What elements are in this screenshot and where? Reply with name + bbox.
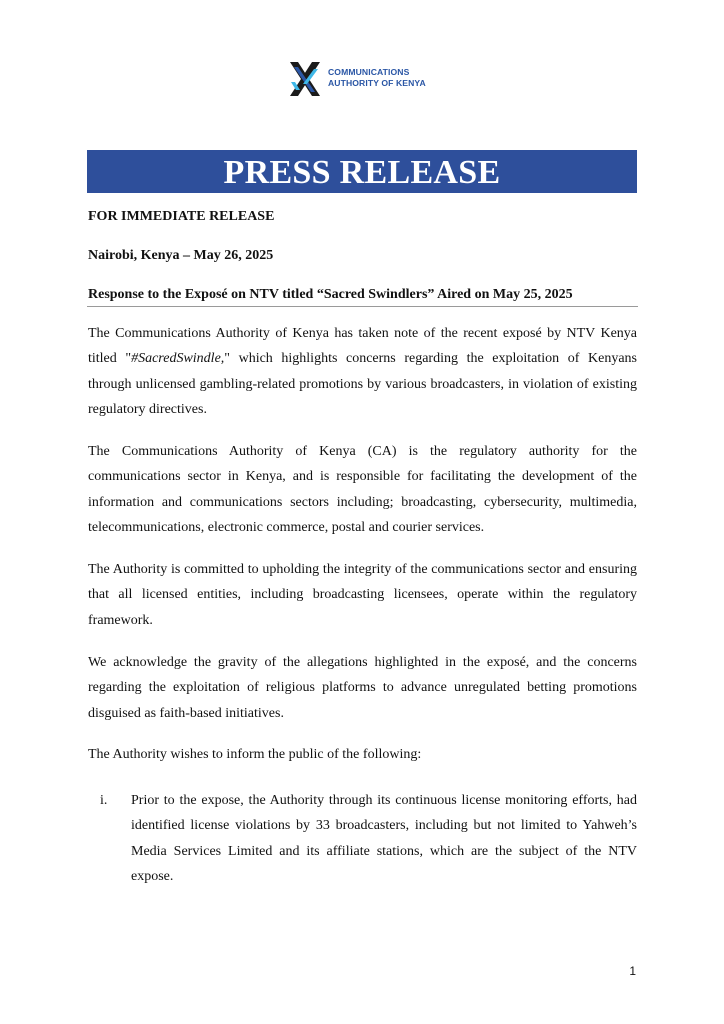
paragraph-inform-public: The Authority wishes to inform the public of the following: (88, 747, 422, 762)
headline: Response to the Exposé on NTV titled “Sacred Swindlers” Aired on May 25, 2025 (88, 287, 573, 302)
logo-line-1: COMMUNICATIONS (328, 67, 410, 77)
paragraph-intro-start: The Communications Authority of Kenya has taken note of the recent exposé by NTV Kenya titled " (88, 326, 637, 367)
release-type: FOR IMMEDIATE RELEASE (88, 209, 275, 224)
banner-title: PRESS RELEASE (223, 154, 501, 191)
paragraph-intro (88, 321, 637, 422)
hashtag-emphasis: #SacredSwindle, (131, 351, 225, 367)
paragraph-commitment: The Authority is committed to upholding the integrity of the communications sector and ensuring that all licensed entities, including broadcasting licensees, operate within the regulatory framework. (88, 562, 637, 628)
paragraph-intro-end: " which highlights concerns regarding the exploitation of Kenyans through unlicensed gambling-related promotions by various broadcasters, in violation of existing regulatory directives. (88, 351, 637, 417)
headline-divider (87, 306, 638, 307)
list-item (88, 788, 637, 889)
ca-logo (287, 60, 437, 98)
page-number: 1 (629, 964, 636, 978)
paragraph-about-ca: The Communications Authority of Kenya (CA) is the regulatory authority for the communications sector in Kenya, and is responsible for facilitating the development of the information and communications sectors including; broadcasting, cybersecurity, multimedia, telecommunications, electronic commerce, postal and courier services. (88, 444, 637, 535)
ca-kenya-x-logo-icon (287, 60, 323, 98)
logo-wordmark (328, 67, 426, 88)
press-release-banner (87, 150, 637, 193)
list-item-text: Prior to the expose, the Authority through its continuous license monitoring efforts, had identified license violations by 33 broadcasters, including but not limited to Yahweh’s Media Services Limited and its affiliate stations, which are the subject of the NTV expose. (131, 793, 637, 884)
logo-line-2: AUTHORITY OF KENYA (328, 77, 426, 88)
dateline: Nairobi, Kenya – May 26, 2025 (88, 248, 274, 263)
paragraph-acknowledgement: We acknowledge the gravity of the allegations highlighted in the exposé, and the concerns regarding the exploitation of religious platforms to advance unregulated betting promotions disguised as faith-based initiatives. (88, 655, 637, 721)
list-marker: i. (100, 793, 108, 808)
